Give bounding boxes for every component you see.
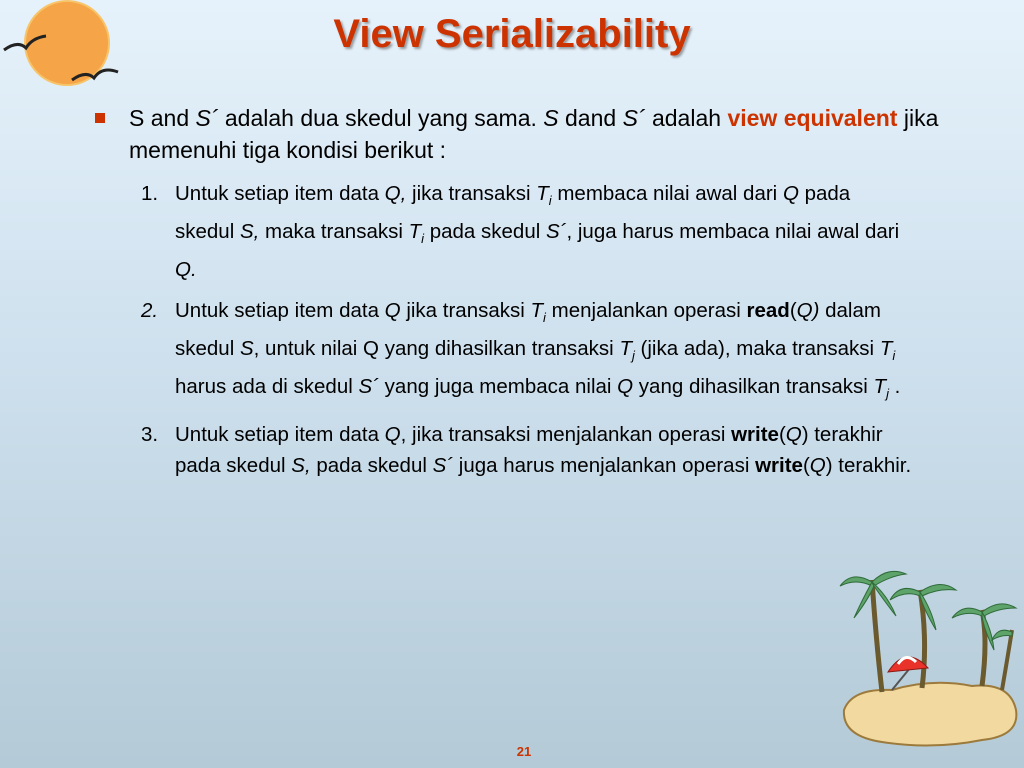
text-fragment: jika transaksi bbox=[406, 182, 537, 205]
text-fragment: Untuk setiap item data bbox=[175, 299, 385, 323]
text-fragment: pada skedul bbox=[424, 220, 546, 244]
text-fragment: T bbox=[619, 337, 632, 361]
text-fragment: harus ada di skedul bbox=[175, 375, 359, 399]
text-fragment: read bbox=[746, 299, 790, 323]
text-fragment: S´ bbox=[358, 375, 379, 399]
condition-list bbox=[95, 178, 955, 481]
text-fragment: Untuk setiap item data bbox=[175, 182, 385, 205]
text-fragment: Untuk setiap item data bbox=[175, 423, 385, 447]
text-fragment: , untuk nilai Q yang dihasilkan transaksi bbox=[253, 337, 620, 361]
slide-title: View Serializability bbox=[333, 12, 691, 56]
text-fragment: S´ bbox=[195, 105, 219, 131]
bullet-text bbox=[129, 105, 938, 163]
page-number: 21 bbox=[516, 744, 532, 759]
text-fragment: Q bbox=[809, 454, 826, 478]
palm-island-icon bbox=[832, 560, 1024, 760]
list-item bbox=[141, 295, 915, 409]
text-fragment: T bbox=[408, 220, 422, 244]
text-fragment: (jika ada), maka transaksi bbox=[634, 337, 880, 361]
text-fragment: membaca nilai awal dari bbox=[551, 182, 783, 205]
text-fragment: Q, bbox=[384, 182, 407, 205]
text-fragment: pada skedul bbox=[175, 182, 851, 244]
text-fragment: write bbox=[731, 423, 779, 447]
text-fragment: S, bbox=[239, 220, 260, 244]
text-fragment: Q bbox=[617, 375, 634, 399]
text-fragment: ( bbox=[789, 299, 797, 323]
text-fragment: ( bbox=[778, 423, 786, 447]
text-fragment: dand bbox=[558, 105, 623, 131]
text-fragment: T bbox=[879, 337, 893, 361]
subscript: i bbox=[543, 310, 546, 326]
text-fragment: , jika transaksi menjalankan operasi bbox=[400, 423, 732, 447]
text-fragment: T bbox=[530, 299, 544, 323]
text-fragment: ) terakhir. bbox=[825, 454, 912, 478]
text-fragment: . bbox=[888, 375, 901, 399]
text-fragment: write bbox=[755, 454, 803, 478]
text-fragment: T bbox=[536, 182, 549, 205]
text-fragment: S, bbox=[291, 454, 311, 478]
text-fragment: Q bbox=[384, 299, 401, 323]
text-fragment: ( bbox=[802, 454, 810, 478]
item-number: 3. bbox=[141, 423, 159, 447]
text-fragment: Q) bbox=[796, 299, 820, 323]
text-fragment: yang juga membaca nilai bbox=[378, 375, 618, 399]
text-fragment: Q bbox=[785, 423, 802, 447]
text-fragment: S´ bbox=[432, 454, 454, 478]
text-fragment: menjalankan operasi bbox=[545, 299, 747, 323]
text-fragment: adalah bbox=[645, 105, 728, 131]
text-fragment: adalah dua skedul yang sama. bbox=[218, 105, 544, 131]
item-number: 1. bbox=[141, 182, 159, 205]
text-fragment: S and bbox=[129, 105, 196, 131]
text-fragment: , juga harus membaca nilai awal dari bbox=[566, 220, 900, 244]
subscript: j bbox=[886, 386, 889, 402]
text-fragment: Q. bbox=[175, 258, 197, 282]
subscript: i bbox=[892, 348, 896, 364]
text-fragment: jika memenuhi tiga kondisi berikut : bbox=[129, 105, 939, 163]
text-fragment: Q bbox=[384, 423, 401, 447]
text-fragment: dalam skedul bbox=[175, 299, 881, 361]
slide-content bbox=[95, 102, 955, 491]
text-fragment: yang dihasilkan transaksi bbox=[633, 375, 874, 399]
highlight-term: view equivalent bbox=[727, 105, 898, 131]
text-fragment: jika transaksi bbox=[400, 299, 531, 323]
subscript: i bbox=[421, 231, 425, 247]
subscript: j bbox=[631, 348, 635, 364]
text-fragment: maka transaksi bbox=[259, 220, 409, 244]
text-fragment: ) terakhir pada skedul bbox=[175, 423, 883, 478]
list-item bbox=[141, 178, 915, 285]
item-number: 2. bbox=[141, 299, 159, 323]
bullet-square-icon bbox=[95, 113, 105, 123]
text-fragment: juga harus menjalankan operasi bbox=[453, 454, 756, 478]
text-fragment: S´ bbox=[545, 220, 567, 244]
text-fragment: T bbox=[873, 375, 887, 399]
text-fragment: pada skedul bbox=[310, 454, 433, 478]
text-fragment: Q bbox=[782, 182, 799, 205]
list-item bbox=[141, 419, 915, 481]
subscript: i bbox=[548, 193, 552, 209]
text-fragment: S bbox=[239, 337, 254, 361]
text-fragment: S´ bbox=[622, 105, 646, 131]
main-bullet bbox=[95, 102, 955, 166]
text-fragment: S bbox=[543, 105, 559, 131]
